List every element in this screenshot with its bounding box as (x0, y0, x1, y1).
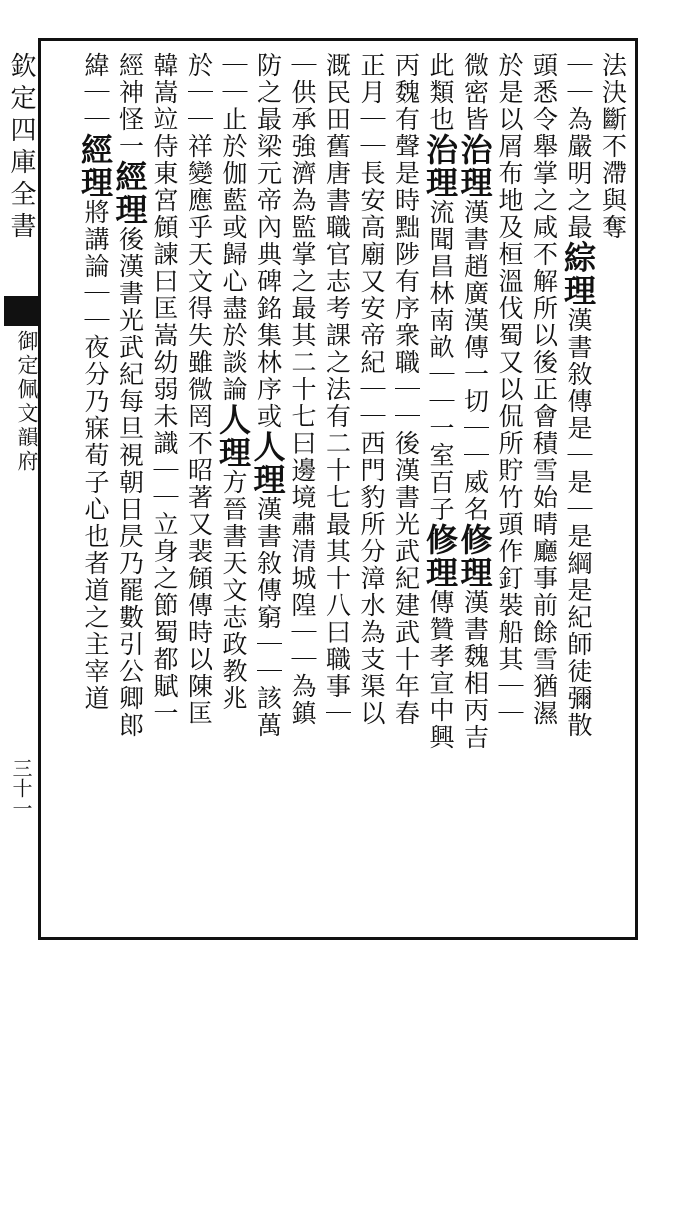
entry-headword: 經理 (110, 160, 149, 226)
fish-tail-mark (4, 296, 38, 326)
entry-text: 漢書魏相丙吉 (460, 589, 490, 751)
entry-text: 漢書敘傳是｜是｜是綱是紀師徒彌散 (564, 307, 593, 739)
entry-headword: 修理 (421, 523, 459, 589)
entry-text: 漢書趙廣漢傳一切｜｜威名 (460, 199, 490, 523)
book-title: 欽定四庫全書 (6, 52, 36, 244)
entry-text: 韓嵩竝侍東宮頠諫曰匡嵩幼弱未識｜｜立身之節蜀都賦一 (150, 52, 179, 727)
entry-headword: 治理 (455, 133, 494, 199)
entry-text: 微密皆 (460, 52, 490, 133)
entry-text: 後漢書光武紀每旦視朝日昃乃罷數引公卿郎 (115, 226, 145, 739)
entry-text: ｜｜為嚴明之最 (564, 52, 593, 241)
entry-text: 傳贊孝宣中興 (426, 589, 455, 751)
entry-headword: 人理 (214, 403, 252, 469)
entry-headword: 治理 (421, 133, 459, 199)
entry-text: 方晉書天文志政教兆 (219, 469, 248, 712)
entry-text: ｜供承強濟為監掌之最其二十七曰邊境肅清城隍｜｜為鎮 (288, 52, 317, 727)
entry-text: 緯｜｜ (81, 52, 110, 133)
entry-text: ｜｜止於伽藍或歸心盡於談論 (219, 52, 248, 403)
entry-text: 防之最梁元帝內典碑銘集林序或 (253, 52, 283, 430)
entry-text: 溉民田舊唐書職官志考課之法有二十七最其十八曰職事｜ (322, 52, 352, 727)
entry-text: 頭悉令舉掌之咸不解所以後正會積雪始晴廳事前餘雪猶濕 (529, 52, 559, 727)
entry-headword: 經理 (76, 133, 114, 199)
text-column (73, 52, 117, 922)
entry-text: 漢書敘傳窮｜｜該萬 (253, 496, 283, 739)
book-subtitle: 御定佩文韻府 (15, 330, 39, 474)
entry-text: 於｜｜祥變應乎天文得失雖微罔不昭著又裴頠傳時以陳匡 (184, 52, 214, 727)
entry-text: 丙魏有聲是時黜陟有序衆職｜｜後漢書光武紀建武十年春 (391, 52, 421, 727)
page-number: 三十一 (9, 758, 33, 818)
entry-text: 正月｜｜長安高廟又安帝紀｜｜西門豹所分漳水為支渠以 (357, 52, 386, 727)
entry-text: 於是以屑布地及桓溫伐蜀又以侃所貯竹頭作釘裝船其｜｜ (495, 52, 524, 727)
entry-text: 將講論｜｜夜分乃寐荀子心也者道之主宰道 (81, 199, 110, 712)
entry-headword: 綜理 (559, 241, 597, 307)
entry-text: 此類也 (426, 52, 455, 133)
entry-text: 經神怪一 (115, 52, 145, 160)
entry-text: 流聞昌林南畝｜｜一室百子 (426, 199, 455, 523)
entry-headword: 修理 (455, 523, 494, 589)
entry-text: 法決斷不滯與奪 (598, 52, 628, 241)
entry-headword: 人理 (248, 430, 287, 496)
